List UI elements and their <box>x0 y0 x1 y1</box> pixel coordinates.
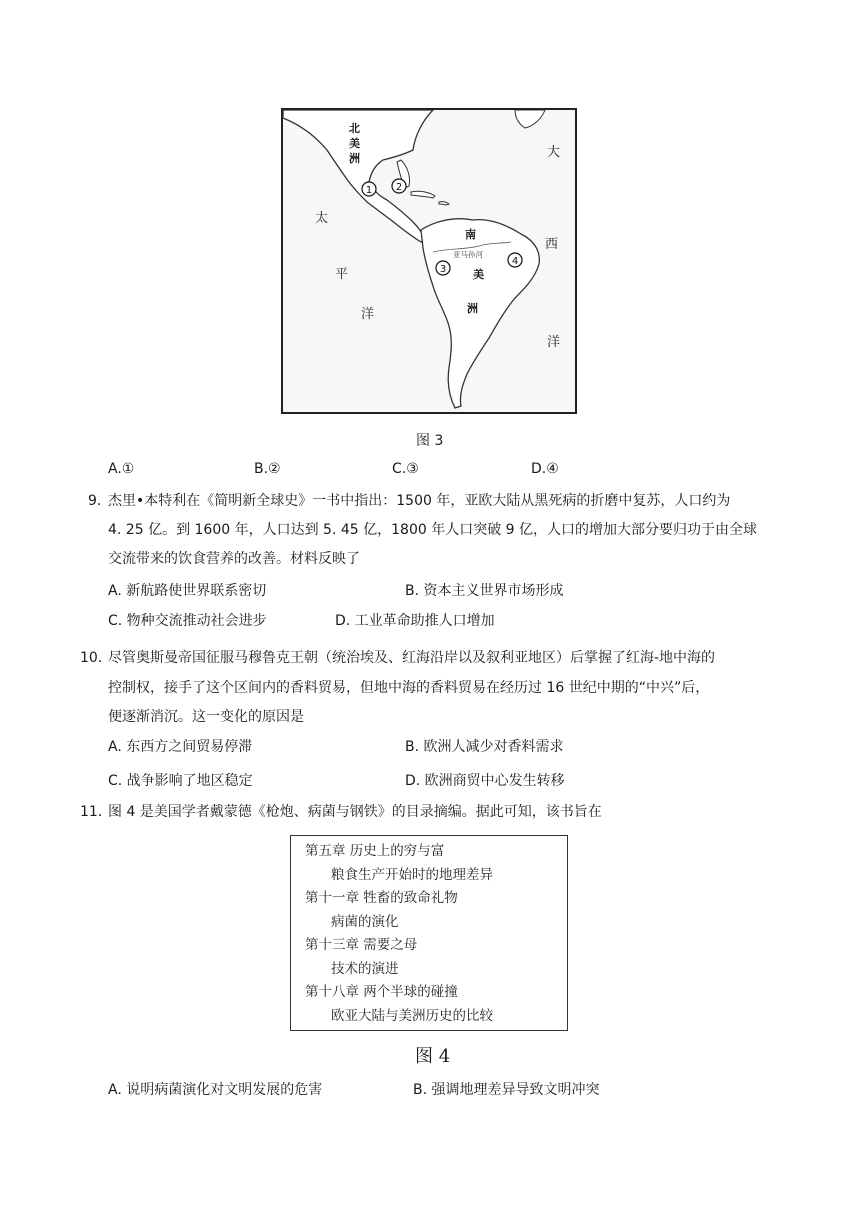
pacific-label-2: 平 <box>335 267 349 282</box>
q10-option-b[interactable]: B. 欧洲人减少对香料需求 <box>405 739 564 755</box>
toc-chapter-11: 第十一章 牲畜的致命礼物 <box>305 890 458 906</box>
na-label-1: 北 <box>349 122 360 135</box>
q8-option-d[interactable]: D.④ <box>531 461 559 477</box>
toc-chapter-18: 第十八章 两个半球的碰撞 <box>305 984 458 1000</box>
q11-number: 11． <box>80 804 112 820</box>
toc-section-13: 技术的演进 <box>331 960 399 977</box>
toc-section-18: 欧亚大陆与美洲历史的比较 <box>331 1007 493 1024</box>
toc-excerpt-box <box>290 835 568 1031</box>
q9-line-2: 4. 25 亿。到 1600 年，人口达到 5. 45 亿，1800 年人口突破 9 亿，人口的增加大部分要归功于由全球 <box>108 522 758 538</box>
marker-4 <box>508 253 522 267</box>
atlantic-label-3: 洋 <box>547 335 561 350</box>
q8-option-c[interactable]: C.③ <box>392 461 419 477</box>
q9-option-a[interactable]: A. 新航路使世界联系密切 <box>108 583 267 599</box>
svg-text:1: 1 <box>365 185 373 196</box>
q9-line-1: 杰里•本特利在《简明新全球史》一书中指出：1500 年，亚欧大陆从黑死病的折磨中复苏，人口约为 <box>108 493 731 509</box>
q11-option-a[interactable]: A. 说明病菌演化对文明发展的危害 <box>108 1082 323 1098</box>
figure-3-caption: 图 3 <box>416 433 444 449</box>
na-label-2: 美 <box>349 137 360 150</box>
marker-3 <box>436 261 450 275</box>
toc-section-11: 病菌的演化 <box>331 913 399 930</box>
q11-line: 图 4 是美国学者戴蒙德《枪炮、病菌与钢铁》的目录摘编。据此可知，该书旨在 <box>108 804 602 820</box>
q10-option-c[interactable]: C. 战争影响了地区稳定 <box>108 773 253 789</box>
sa-label-3: 洲 <box>467 302 478 315</box>
q10-line-2: 控制权，接手了这个区间内的香料贸易，但地中海的香料贸易在经历过 16 世纪中期的“中兴”后， <box>108 680 710 696</box>
q10-line-3: 便逐渐消沉。这一变化的原因是 <box>108 709 304 725</box>
q9-option-b[interactable]: B. 资本主义世界市场形成 <box>405 583 564 599</box>
pacific-label-1: 太 <box>315 211 329 226</box>
atlantic-label-1: 大 <box>547 145 561 160</box>
q8-option-a[interactable]: A.① <box>108 461 135 477</box>
q9-option-d[interactable]: D. 工业革命助推人口增加 <box>335 613 495 629</box>
pacific-label-3: 洋 <box>361 307 375 322</box>
atlantic-label-2: 西 <box>545 237 559 252</box>
q9-line-3: 交流带来的饮食营养的改善。材料反映了 <box>108 551 360 567</box>
q9-number: 9． <box>88 493 111 509</box>
q8-option-b[interactable]: B.② <box>254 461 281 477</box>
map-figure <box>281 108 577 414</box>
figure-4-caption: 图 4 <box>415 1046 451 1067</box>
sa-label-1: 南 <box>465 228 476 241</box>
amazon-label: 亚马孙河 <box>453 250 483 259</box>
q10-line-1: 尽管奥斯曼帝国征服马穆鲁克王朝（统治埃及、红海沿岸以及叙利亚地区）后掌握了红海-地中海的 <box>108 650 716 666</box>
q9-option-c[interactable]: C. 物种交流推动社会进步 <box>108 613 267 629</box>
svg-text:3: 3 <box>439 264 447 275</box>
marker-2 <box>392 179 406 193</box>
sa-label-2: 美 <box>473 268 484 281</box>
q10-option-d[interactable]: D. 欧洲商贸中心发生转移 <box>405 773 565 789</box>
q11-option-b[interactable]: B. 强调地理差异导致文明冲突 <box>413 1082 600 1098</box>
marker-1 <box>362 182 376 196</box>
q10-number: 10． <box>80 650 112 666</box>
svg-text:4: 4 <box>511 256 519 267</box>
na-label-3: 洲 <box>349 152 360 165</box>
svg-text:2: 2 <box>395 182 403 193</box>
q10-option-a[interactable]: A. 东西方之间贸易停滞 <box>108 739 253 755</box>
toc-chapter-13: 第十三章 需要之母 <box>305 937 418 953</box>
toc-section-5: 粮食生产开始时的地理差异 <box>331 866 493 883</box>
toc-chapter-5: 第五章 历史上的穷与富 <box>305 843 445 859</box>
americas-map <box>283 110 575 412</box>
